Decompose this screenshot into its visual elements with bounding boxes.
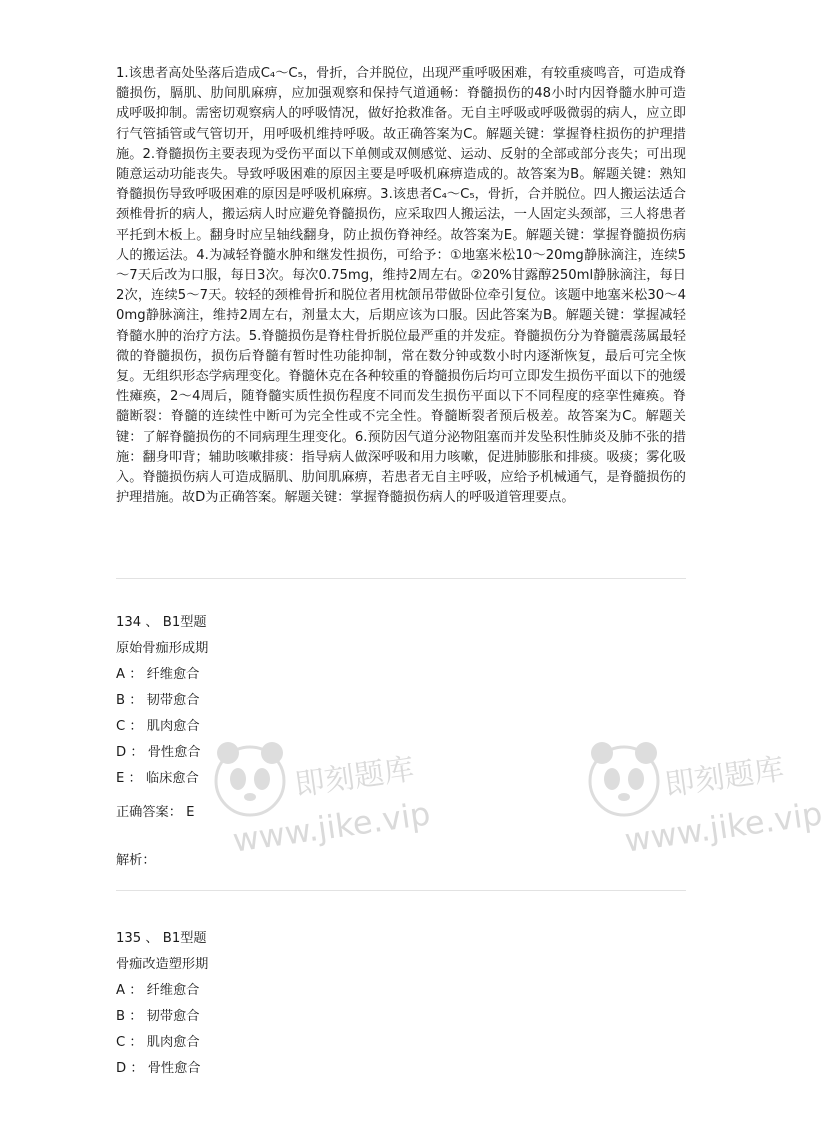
question-135 — [116, 926, 686, 1082]
option-text: 肌肉愈合 — [146, 719, 200, 734]
section-divider — [116, 578, 686, 579]
option-d: D ： 骨性愈合 — [116, 1061, 201, 1076]
watermark-clip — [622, 740, 825, 860]
question-header — [116, 610, 686, 636]
question-number: 134 — [116, 615, 142, 630]
option-c: C ： 肌肉愈合 — [116, 1035, 200, 1050]
option-text: 韧带愈合 — [146, 1009, 200, 1024]
explanation-text: 1.该患者高处坠落后造成C₄～C₅，骨折，合并脱位，出现严重呼吸困难，有较重痰鸣音，可造成脊髓损伤，膈肌、肋间肌麻痹，应加强观察和保持气道通畅：脊髓损伤的48小时内因脊髓水肿可造成呼吸抑制。需密切观察病人的呼吸情况，做好抢救准备。无自主呼吸或呼吸微弱的病人，应立即行气管插管或气管切开，用呼吸机维持呼吸。故正确答案为C。解题关键：掌握脊柱损伤的护理措施。2.脊髓损伤主要表现为受伤平面以下单侧或双侧感觉、运动、反射的全部或部分丧失；可出现随意运动功能丧失。导致呼吸困难的原因主要是呼吸机麻痹造成的。故答案为B。解题关键：熟知脊髓损伤导致呼吸困难的原因是呼吸机麻痹。3.该患者C₄～C₅，骨折，合并脱位。四人搬运法适合颈椎骨折的病人，搬运病人时应避免脊髓损伤，应采取四人搬运法，一人固定头颈部，三人将患者平托到木板上。翻身时应呈轴线翻身，防止损伤脊神经。故答案为E。解题关键：掌握脊髓损伤病人的搬运法。4.为减轻脊髓水肿和继发性损伤，可给予：①地塞米松10～20mg静脉滴注，连续5～7天后改为口服，每日3次。每次0.75mg，维持2周左右。②20%甘露醇250ml静脉滴注，每日2次，连续5～7天。较轻的颈椎骨折和脱位者用枕颌吊带做卧位牵引复位。该题中地塞米松30～40mg静脉滴注，维持2周左右，剂量太大，后期应该为口服。因此答案为B。解题关键：掌握减轻脊髓水肿的治疗方法。5.脊髓损伤是脊柱骨折脱位最严重的并发症。脊髓损伤分为脊髓震荡属最轻微的脊髓损伤，损伤后脊髓有暂时性功能抑制，常在数分钟或数小时内逐渐恢复，最后可完全恢复。无组织形态学病理变化。脊髓休克在各种较重的脊髓损伤后均可立即发生损伤平面以下的弛缓性瘫痪，2～4周后，随脊髓实质性损伤程度不同而发生损伤平面以下不同程度的痉挛性瘫痪。脊髓断裂：脊髓的连续性中断可为完全性或不完全性。脊髓断裂者预后极差。故答案为C。解题关键：了解脊髓损伤的不同病理生理变化。6.预防因气道分泌物阻塞而并发坠积性肺炎及肺不张的措施：翻身叩背；辅助咳嗽排痰：指导病人做深呼吸和用力咳嗽，促进肺膨胀和排痰。吸痰；雾化吸入。脊髓损伤病人可造成膈肌、肋间肌麻痹，若患者无自主呼吸，应给予机械通气，是脊髓损伤的护理措施。故D为正确答案。解题关键：掌握脊髓损伤病人的呼吸道管理要点。 — [116, 66, 686, 506]
option-text: 韧带愈合 — [146, 693, 200, 708]
watermark-url: www.jike.vip — [230, 794, 433, 860]
analysis — [116, 848, 686, 874]
option-key: D — [116, 745, 127, 760]
watermark-url: www.jike.vip — [622, 794, 825, 860]
question-number: 135 — [116, 931, 142, 946]
option-a: A ： 纤维愈合 — [116, 983, 200, 998]
question-separator: 、 — [145, 931, 159, 946]
option-key: E — [116, 771, 125, 786]
option-key: B — [116, 693, 126, 708]
option-a: A ： 纤维愈合 — [116, 667, 200, 682]
answer-label: 正确答案： — [116, 805, 182, 820]
option-list — [116, 662, 686, 792]
question-stem: 骨痂改造塑形期 — [116, 957, 209, 972]
question-header — [116, 926, 686, 952]
question-134 — [116, 610, 686, 874]
section-divider — [116, 890, 686, 891]
question-separator: 、 — [145, 615, 159, 630]
analysis-label: 解析： — [116, 853, 156, 868]
watermark-brand: 即刻题库 — [292, 751, 417, 804]
option-list — [116, 978, 686, 1082]
watermark-brand: 即刻题库 — [662, 751, 787, 804]
option-b: B ： 韧带愈合 — [116, 1009, 200, 1024]
option-text: 骨性愈合 — [147, 1061, 201, 1076]
option-key: A — [116, 667, 126, 682]
question-type: B1型题 — [162, 931, 207, 946]
answer-value: E — [186, 805, 195, 820]
option-key: A — [116, 983, 126, 998]
option-text: 肌肉愈合 — [146, 1035, 200, 1050]
question-stem: 原始骨痂形成期 — [116, 641, 209, 656]
option-key: D — [116, 1061, 127, 1076]
option-e: E ： 临床愈合 — [116, 771, 199, 786]
correct-answer — [116, 800, 686, 826]
option-key: B — [116, 1009, 126, 1024]
option-c: C ： 肌肉愈合 — [116, 719, 200, 734]
option-key: C — [116, 719, 126, 734]
option-d: D ： 骨性愈合 — [116, 745, 201, 760]
option-text: 临床愈合 — [145, 771, 199, 786]
option-text: 骨性愈合 — [147, 745, 201, 760]
option-b: B ： 韧带愈合 — [116, 693, 200, 708]
question-type: B1型题 — [162, 615, 207, 630]
option-text: 纤维愈合 — [146, 983, 200, 998]
option-key: C — [116, 1035, 126, 1050]
option-text: 纤维愈合 — [146, 667, 200, 682]
